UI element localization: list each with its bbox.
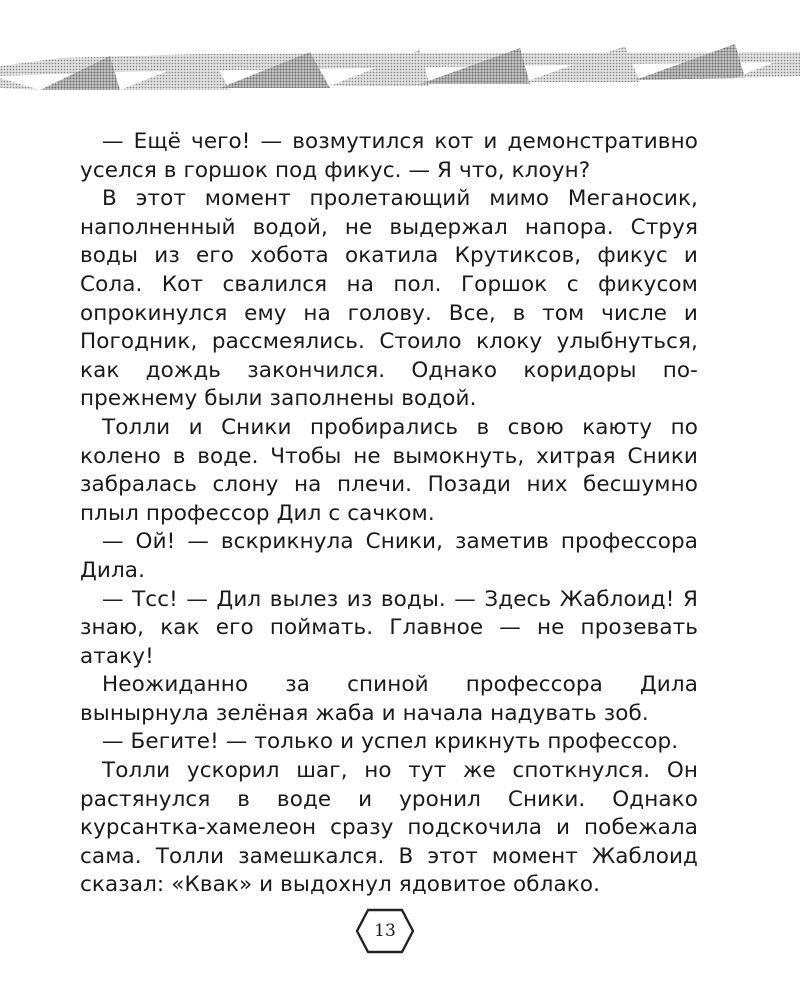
paragraph-8: Толли ускорил шаг, но тут же споткнулся. Он растянулся в воде и уронил Сники. Однако курсантка-хамелеон сразу подскочила и побежала сама. Толли замешкался. В этот момент Жаблоид сказал: «Квак» и выдохнул ядовитое облако.	[80, 758, 698, 898]
paragraph-3: Толли и Сники пробирались в свою каюту по колено в воде. Чтобы не вымокнуть, хитрая Сники забралась слону на плечи. Позади них бесшумно плыл профессор Дил с сачком.	[80, 414, 698, 526]
page-number: 13	[374, 921, 396, 941]
paragraph-7: — Бегите! — только и успел крикнуть профессор.	[102, 729, 679, 755]
header-zigzag-band	[0, 38, 800, 100]
zigzag-decoration-icon	[0, 38, 800, 100]
paragraph-6: Неожиданно за спиной профессора Дила вынырнула зелёная жаба и начала надувать зоб.	[80, 672, 698, 726]
story-text	[80, 128, 698, 900]
paragraph-1: — Ещё чего! — возмутился кот и демонстративно уселся в горшок под фикус. — Я что, клоун?	[80, 129, 698, 183]
paragraph-4: — Ой! — вскрикнула Сники, заметив профессора Дила.	[80, 529, 698, 583]
paragraph-2: В этот момент пролетающий мимо Меганосик, наполненный водой, не выдержал напора. Струя воды из его хобота окатила Крутиксов, фикус и Сола. Кот свалился на пол. Горшок с фикусом опрокинулся ему на голову. Все, в том числе и Погодник, рассмеялись. Стоило клоку улыбнуться, как дождь закончился. Однако коридоры по-прежнему были заполнены водой.	[80, 186, 698, 412]
paragraph-5: — Тсс! — Дил вылез из воды. — Здесь Жаблоид! Я знаю, как его поймать. Главное — не прозевать атаку!	[80, 586, 698, 669]
page-number-badge	[354, 907, 416, 955]
